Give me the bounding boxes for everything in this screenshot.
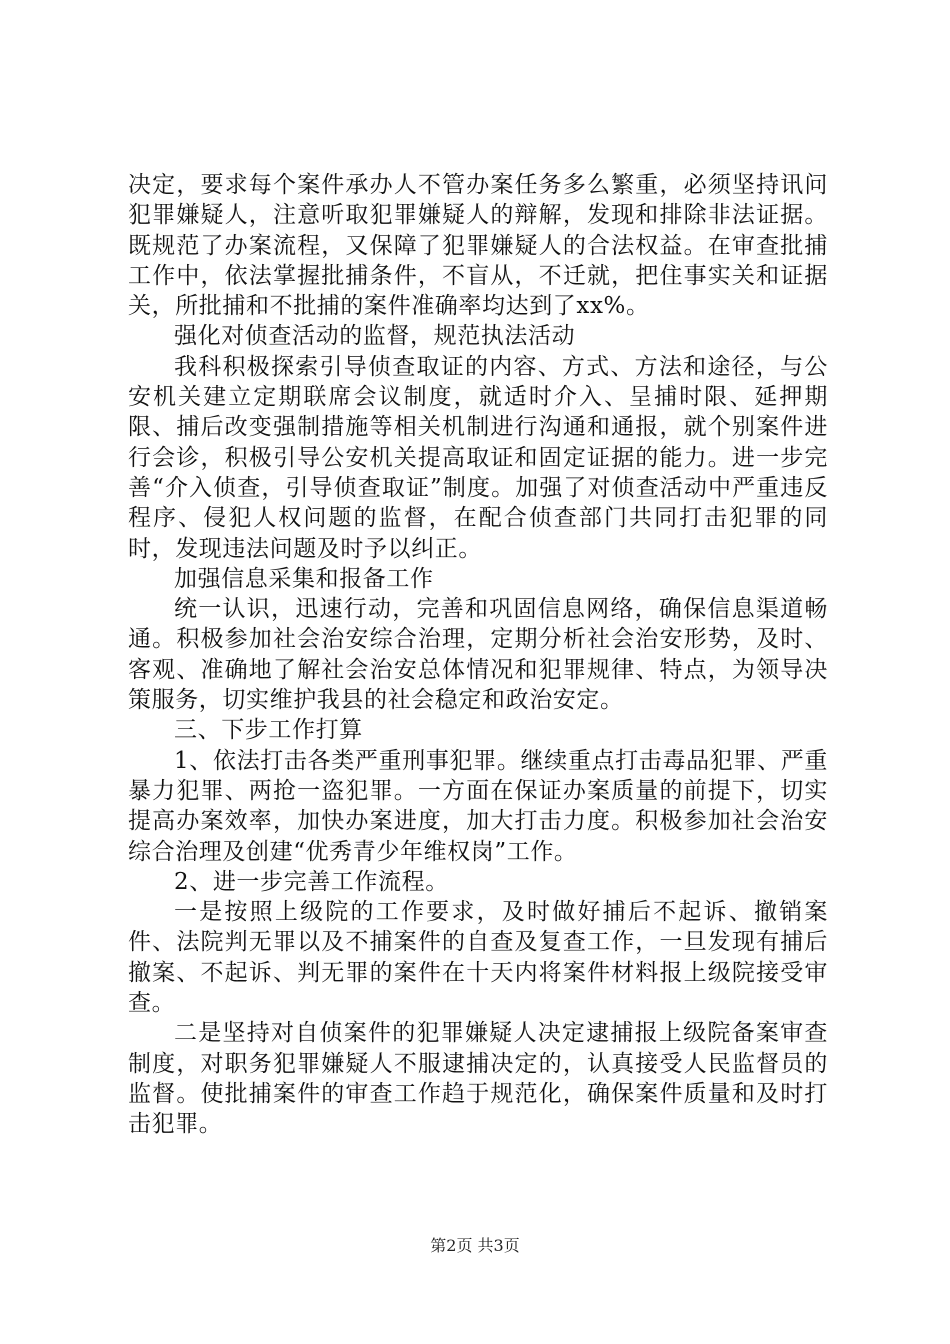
section-heading-information: 加强信息采集和报备工作 [174, 565, 434, 592]
paragraph-1: 决定，要求每个案件承办人不管办案任务多么繁重，必须坚持讯问犯罪嫌疑人，注意听取犯罪嫌疑人的辩解，发现和排除非法证据。既规范了办案流程，又保障了犯罪嫌疑人的合法权益。在审查批捕工作中，依法掌握批捕条件，不盲从，不迁就，把住事实关和证据关，所批捕和不批捕的案件准确率均达到了xx%。 [128, 172, 828, 320]
paragraph-plan-1: 1、依法打击各类严重刑事犯罪。继续重点打击毒品犯罪、严重暴力犯罪、两抢一盗犯罪。一方面在保证办案质量的前提下，切实提高办案效率，加快办案进度，加大打击力度。积极参加社会治安综合治理及创建“优秀青少年维权岗”工作。 [128, 747, 828, 865]
paragraph-supervision: 我科积极探索引导侦查取证的内容、方式、方法和途径，与公安机关建立定期联席会议制度，就适时介入、呈捕时限、延押期限、捕后改变强制措施等相关机制进行沟通和通报，就个别案件进行会诊，积极引导公安机关提高取证和固定证据的能力。进一步完善“介入侦查，引导侦查取证”制度。加强了对侦查活动中严重违反程序、侵犯人权问题的监督，在配合侦查部门共同打击犯罪的同时，发现违法问题及时予以纠正。 [128, 353, 828, 562]
document-body [128, 170, 828, 1140]
section-heading-plans: 三、下步工作打算 [174, 717, 363, 744]
paragraph-plan-2: 2、进一步完善工作流程。 [174, 868, 449, 895]
page-footer: 第2页 共3页 [430, 1236, 520, 1255]
paragraph-plan-2-item-2: 二是坚持对自侦案件的犯罪嫌疑人决定逮捕报上级院备案审查制度，对职务犯罪嫌疑人不服逮捕决定的，认真接受人民监督员的监督。使批捕案件的审查工作趋于规范化，确保案件质量和及时打击犯罪。 [128, 1020, 828, 1138]
section-heading-supervision: 强化对侦查活动的监督，规范执法活动 [174, 323, 576, 350]
paragraph-plan-2-item-1: 一是按照上级院的工作要求，及时做好捕后不起诉、撤销案件、法院判无罪以及不捕案件的自查及复查工作，一旦发现有捕后撤案、不起诉、判无罪的案件在十天内将案件材料报上级院接受审查。 [128, 899, 828, 1017]
paragraph-information: 统一认识，迅速行动，完善和巩固信息网络，确保信息渠道畅通。积极参加社会治安综合治理，定期分析社会治安形势，及时、客观、准确地了解社会治安总体情况和犯罪规律、特点，为领导决策服务，切实维护我县的社会稳定和政治安定。 [128, 596, 828, 714]
